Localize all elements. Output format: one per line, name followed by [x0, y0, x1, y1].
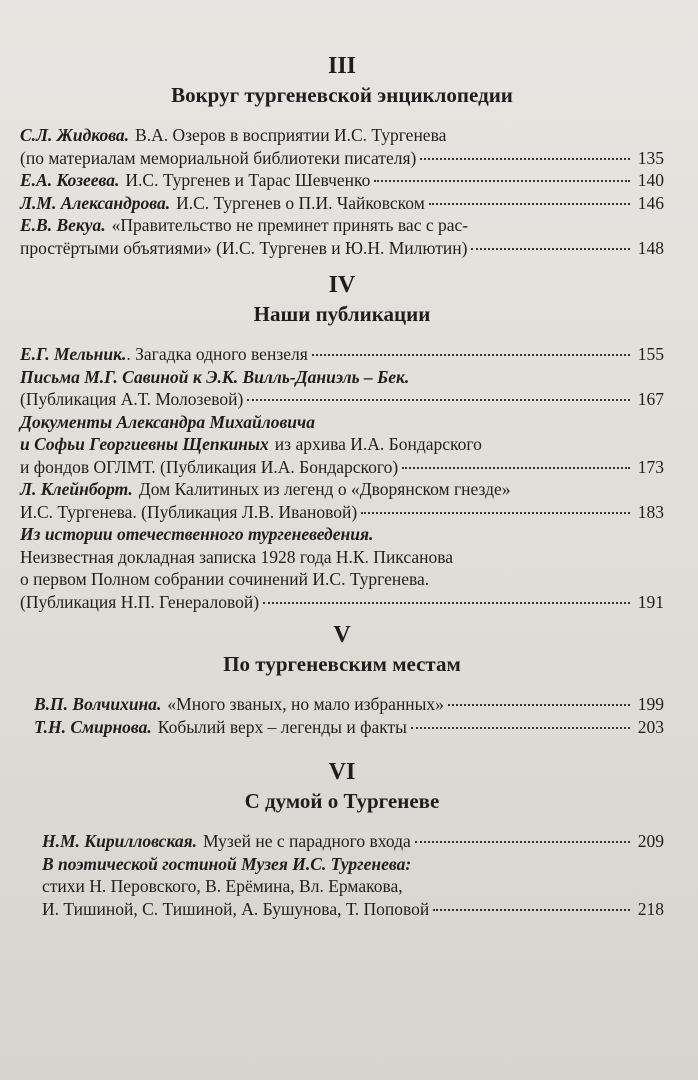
leader-dots — [420, 158, 630, 160]
section-6 — [20, 758, 664, 920]
section-number: IV — [328, 272, 356, 298]
page-number: 203 — [637, 716, 664, 737]
entry-title-cont: и фондов ОГЛМТ. (Публикация И.А. Бондарского) — [20, 456, 399, 477]
leader-dots — [448, 704, 630, 706]
entry-title: Кобылий верх – легенды и факты — [157, 716, 407, 737]
entry-author: В.П. Волчихина. — [34, 694, 162, 714]
entry-title-cont: И.С. Тургенева. (Публикация Л.В. Ивановой) — [20, 501, 358, 522]
section-3 — [20, 52, 664, 259]
entry-title: Документы Александра Михайловича — [20, 411, 315, 432]
entry-title: Из истории отечественного тургеневедения. — [20, 524, 374, 544]
leader-dots — [263, 602, 630, 604]
section-5 — [20, 621, 664, 738]
leader-dots — [411, 727, 630, 729]
entry-author: Т.Н. Смирнова. — [34, 716, 152, 737]
section-number: V — [333, 622, 351, 648]
leader-dots — [415, 841, 630, 843]
section-title: По тургеневским местам — [223, 652, 461, 676]
entry-title: И.С. Тургенев о П.И. Чайковском — [176, 192, 425, 213]
page-number: 191 — [637, 591, 664, 612]
entry-title: В.А. Озеров в восприятии И.С. Тургенева — [135, 125, 447, 145]
section-title: Вокруг тургеневской энциклопедии — [171, 83, 513, 107]
toc-entry[interactable] — [20, 478, 664, 523]
page-number: 146 — [637, 192, 664, 213]
toc-entry[interactable] — [20, 366, 664, 411]
leader-dots — [402, 467, 630, 469]
toc-entry[interactable] — [20, 169, 664, 192]
entry-title: «Правительство не преминет принять вас с рас- — [111, 215, 469, 235]
page-number: 209 — [637, 831, 664, 851]
section-number: VI — [328, 759, 356, 785]
page-number: 155 — [637, 344, 664, 364]
leader-dots — [374, 180, 630, 182]
section-number: III — [327, 53, 357, 79]
entry-title-plain: из архива И.А. Бондарского — [274, 434, 482, 454]
entry-title: Письма М.Г. Савиной к Э.К. Вилль-Даниэль – Бек. — [20, 366, 410, 387]
entry-title: Дом Калитиных из легенд о «Дворянском гнезде» — [138, 479, 511, 499]
toc-entry[interactable] — [20, 124, 664, 169]
toc-entry[interactable] — [20, 853, 664, 921]
leader-dots — [312, 354, 630, 356]
section-title: Наши публикации — [253, 302, 431, 326]
entry-title-cont: (по материалам мемориальной библиотеки писателя) — [20, 147, 417, 168]
entry-title-line: Неизвестная докладная записка 1928 года Н.К. Пиксанова — [20, 546, 454, 567]
entry-title: И.С. Тургенев и Тарас Шевченко — [125, 170, 371, 190]
page-number: 167 — [637, 389, 664, 409]
toc-entry[interactable] — [20, 411, 664, 479]
page-number: 199 — [637, 694, 664, 714]
toc-entry[interactable] — [20, 523, 664, 613]
leader-dots — [361, 512, 630, 514]
entry-title-cont: простёртыми объятиями» (И.С. Тургенев и Ю.Н. Милютин) — [20, 237, 468, 258]
entry-title-line: стихи Н. Перовского, В. Ерёмина, Вл. Ермакова, — [42, 876, 403, 896]
section-title: С думой о Тургеневе — [244, 789, 440, 813]
toc-entry[interactable] — [20, 693, 664, 716]
leader-dots — [471, 248, 630, 250]
toc-entry[interactable] — [20, 716, 664, 739]
entry-title-line: о первом Полном собрании сочинений И.С. Тургенева. — [20, 569, 430, 589]
entry-title: «Много званых, но мало избранных» — [167, 694, 444, 714]
leader-dots — [433, 909, 630, 911]
entry-title: . Загадка одного вензеля — [126, 344, 308, 364]
entry-title: В поэтической гостиной Музея И.С. Тургенева: — [42, 853, 412, 874]
entry-author: Е.В. Векуа. — [20, 215, 106, 235]
page-number: 183 — [637, 501, 664, 522]
toc-entry[interactable] — [20, 343, 664, 366]
entry-author: Л. Клейнборт. — [20, 479, 133, 499]
leader-dots — [247, 399, 630, 401]
page-number: 148 — [637, 237, 664, 258]
leader-dots — [429, 203, 630, 205]
entry-title: Музей не с парадного входа — [203, 831, 411, 851]
entry-title-cont: (Публикация А.Т. Молозевой) — [20, 389, 244, 409]
toc-entry[interactable] — [20, 192, 664, 215]
page-number: 173 — [637, 456, 664, 477]
page-number: 135 — [637, 147, 664, 168]
page-number: 140 — [637, 170, 664, 190]
entry-author: С.Л. Жидкова. — [20, 125, 130, 145]
entry-title-cont: И. Тишиной, С. Тишиной, А. Бушунова, Т. Поповой — [42, 898, 430, 919]
toc-entry[interactable] — [20, 214, 664, 259]
entry-author: Н.М. Кирилловская. — [42, 831, 198, 851]
section-4 — [20, 271, 664, 613]
entry-author: Е.Г. Мельник. — [20, 344, 127, 364]
toc-entry[interactable] — [20, 830, 664, 853]
entry-title-bold: и Софьи Георгиевны Щепкиных — [20, 434, 269, 454]
entry-author: Е.А. Козеева. — [20, 170, 120, 190]
entry-title-cont: (Публикация Н.П. Генераловой) — [20, 591, 260, 612]
page-number: 218 — [637, 898, 664, 919]
entry-author: Л.М. Александрова. — [20, 192, 171, 213]
